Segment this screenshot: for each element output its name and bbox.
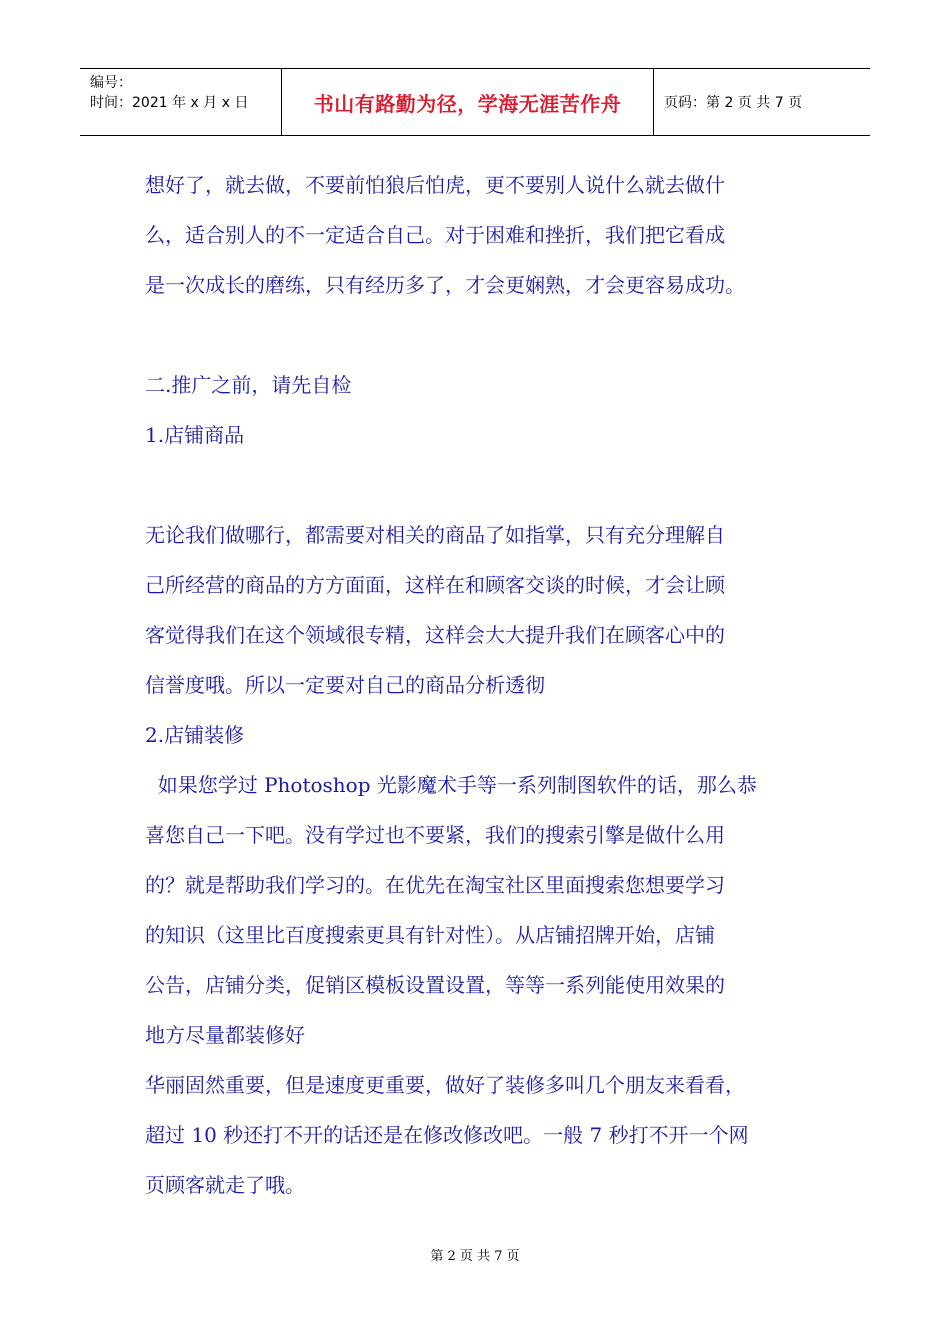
date-label: 时间：2021 年 x 月 x 日 bbox=[90, 95, 249, 111]
paragraph-line: 华丽固然重要，但是速度更重要，做好了装修多叫几个朋友来看看， bbox=[145, 1073, 745, 1097]
paragraph-line: 客觉得我们在这个领域很专精，这样会大大提升我们在顾客心中的 bbox=[145, 623, 725, 647]
paragraph-line: 信誉度哦。所以一定要对自己的商品分析透彻 bbox=[145, 673, 545, 697]
header-page-info: 页码：第 2 页 共 7 页 bbox=[664, 95, 803, 111]
document-body bbox=[145, 160, 815, 1210]
paragraph-line: 地方尽量都装修好 bbox=[145, 1023, 305, 1047]
paragraph-line: 的知识（这里比百度搜索更具有针对性）。从店铺招牌开始，店铺 bbox=[145, 923, 715, 947]
paragraph-line: 的？就是帮助我们学习的。在优先在淘宝社区里面搜索您想要学习 bbox=[145, 873, 725, 897]
page-header bbox=[80, 68, 870, 136]
paragraph-line: 么，适合别人的不一定适合自己。对于困难和挫折，我们把它看成 bbox=[145, 223, 725, 247]
number-label: 编号： bbox=[90, 75, 132, 91]
subsection-heading: 1.店铺商品 bbox=[145, 423, 245, 447]
paragraph-line: 无论我们做哪行，都需要对相关的商品了如指掌，只有充分理解自 bbox=[145, 523, 725, 547]
blank-line bbox=[145, 460, 815, 510]
paragraph-line: 己所经营的商品的方方面面，这样在和顾客交谈的时候，才会让顾 bbox=[145, 573, 725, 597]
header-motto: 书山有路勤为径，学海无涯苦作舟 bbox=[282, 69, 654, 135]
blank-line bbox=[145, 310, 815, 360]
paragraph-line: 如果您学过 Photoshop 光影魔术手等一系列制图软件的话，那么恭 bbox=[145, 773, 757, 797]
paragraph-line: 是一次成长的磨练，只有经历多了，才会更娴熟，才会更容易成功。 bbox=[145, 273, 745, 297]
header-info-cell bbox=[80, 69, 282, 135]
page-footer: 第 2 页 共 7 页 bbox=[430, 1249, 520, 1264]
paragraph-line: 喜您自己一下吧。没有学过也不要紧，我们的搜索引擎是做什么用 bbox=[145, 823, 725, 847]
section-heading: 二.推广之前，请先自检 bbox=[145, 373, 352, 397]
paragraph-line: 超过 10 秒还打不开的话还是在修改修改吧。一般 7 秒打不开一个网 bbox=[145, 1123, 749, 1147]
paragraph-line: 页顾客就走了哦。 bbox=[145, 1173, 305, 1197]
paragraph-line: 想好了，就去做，不要前怕狼后怕虎，更不要别人说什么就去做什 bbox=[145, 173, 725, 197]
paragraph-line: 公告，店铺分类，促销区模板设置设置，等等一系列能使用效果的 bbox=[145, 973, 725, 997]
subsection-heading: 2.店铺装修 bbox=[145, 723, 245, 747]
